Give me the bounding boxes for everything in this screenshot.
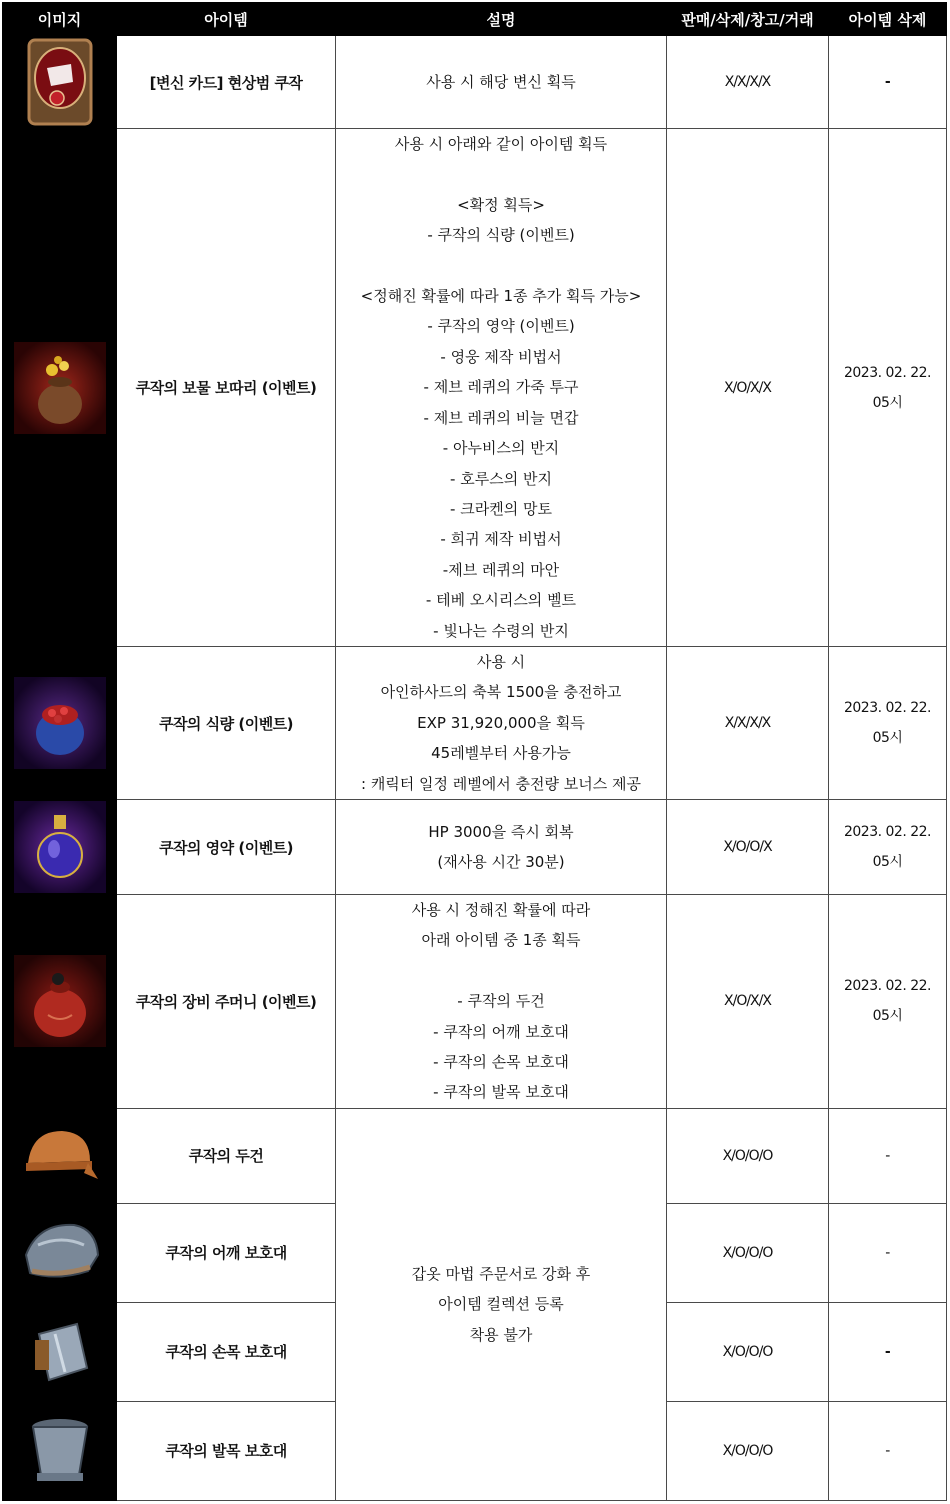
delete-date: -: [829, 1302, 947, 1401]
treasure-bundle-icon: [14, 342, 106, 434]
trade-status: X/O/O/O: [667, 1203, 829, 1302]
image-cell: [3, 895, 117, 1109]
delete-date: [829, 647, 947, 800]
delete-date: -: [829, 1401, 947, 1500]
item-name: 쿠작의 식량 (이벤트): [117, 647, 336, 800]
image-cell: [3, 1203, 117, 1302]
item-name: 쿠작의 영약 (이벤트): [117, 800, 336, 895]
description-line: 갑옷 마법 주문서로 강화 후: [411, 1264, 591, 1283]
description-line: - 아누비스의 반지: [442, 439, 560, 458]
description-line: - 쿠작의 발목 보호대: [433, 1083, 569, 1102]
trade-status: X/O/X/X: [667, 895, 829, 1109]
description-line: - 영웅 제작 비법서: [440, 347, 562, 366]
delete-date: [829, 800, 947, 895]
item-name: 쿠작의 어깨 보호대: [117, 1203, 336, 1302]
image-cell: [3, 1108, 117, 1203]
header-item: 아이템: [117, 3, 336, 36]
food-pouch-icon: [14, 677, 106, 769]
item-description: [336, 895, 667, 1109]
trade-status: X/O/O/O: [667, 1302, 829, 1401]
description-line: - 쿠작의 어깨 보호대: [433, 1022, 569, 1041]
trade-status: X/O/X/X: [667, 129, 829, 647]
header-trade: 판매/삭제/창고/거래: [667, 3, 829, 36]
ankle-guard-icon: [25, 1413, 95, 1489]
description-line-blank: [340, 159, 662, 189]
description-line: 아이템 컬렉션 등록: [438, 1295, 564, 1314]
table-row: [3, 36, 947, 129]
description-line: 사용 시 아래와 같이 아이템 획득: [394, 135, 608, 154]
description-line: -제브 레퀴의 마안: [442, 560, 560, 579]
description-line: (재사용 시간 30분): [437, 853, 565, 872]
trade-status: X/X/X/X: [667, 647, 829, 800]
delete-date: -: [829, 1108, 947, 1203]
delete-time-line: 05시: [872, 1008, 903, 1025]
description-line: 아래 아이템 중 1종 획득: [421, 931, 581, 950]
bandana-icon: [18, 1121, 102, 1191]
header-description: 설명: [336, 3, 667, 36]
description-line: <확정 획득>: [457, 195, 545, 214]
delete-date-line: 2023. 02. 22.: [843, 364, 931, 381]
image-cell: [3, 647, 117, 800]
image-cell: [3, 1401, 117, 1500]
equipment-pouch-icon: [14, 955, 106, 1047]
item-name: 쿠작의 발목 보호대: [117, 1401, 336, 1500]
description-line: HP 3000을 즉시 회복: [428, 822, 574, 841]
shoulder-guard-icon: [18, 1215, 102, 1291]
description-line: EXP 31,920,000을 획득: [417, 713, 585, 732]
description-line-blank: [340, 956, 662, 986]
image-cell: [3, 1302, 117, 1401]
description-line: - 크라켄의 망토: [450, 499, 552, 518]
delete-date: [829, 129, 947, 647]
item-description: [336, 800, 667, 895]
wrist-guard-icon: [25, 1314, 95, 1390]
item-name: 쿠작의 손목 보호대: [117, 1302, 336, 1401]
delete-date: -: [829, 1203, 947, 1302]
transformation-card-icon: [27, 38, 93, 126]
description-line: - 빛나는 수령의 반지: [433, 621, 569, 640]
delete-date: -: [829, 36, 947, 129]
description-line: - 쿠작의 두건: [457, 992, 545, 1011]
description-line: - 제브 레퀴의 비늘 면갑: [423, 408, 579, 427]
description-line: - 쿠작의 영약 (이벤트): [427, 317, 575, 336]
trade-status: X/O/O/O: [667, 1108, 829, 1203]
description-line: 사용 시 해당 변신 획득: [426, 72, 576, 91]
delete-date-line: 2023. 02. 22.: [843, 700, 931, 717]
item-name: [변신 카드] 현상범 쿠작: [117, 36, 336, 129]
description-line: <정해진 확률에 따라 1종 추가 획득 가능>: [360, 287, 642, 306]
description-line: - 제브 레퀴의 가죽 투구: [423, 378, 579, 397]
image-cell: [3, 129, 117, 647]
description-line: : 캐릭터 일정 레벨에서 충전량 보너스 제공: [361, 774, 641, 793]
description-line: 아인하사드의 축복 1500을 충전하고: [380, 683, 622, 702]
item-description: [336, 129, 667, 647]
delete-time-line: 05시: [872, 394, 903, 411]
elixir-bottle-icon: [14, 801, 106, 893]
item-table: [2, 2, 947, 1501]
description-line: - 쿠작의 식량 (이벤트): [427, 226, 575, 245]
delete-time-line: 05시: [872, 730, 903, 747]
delete-date-line: 2023. 02. 22.: [843, 978, 931, 995]
description-line-blank: [340, 251, 662, 281]
delete-date: [829, 895, 947, 1109]
description-line: - 테베 오시리스의 벨트: [425, 591, 577, 610]
table-row: [3, 1108, 947, 1203]
delete-date-line: 2023. 02. 22.: [843, 824, 931, 841]
trade-status: X/O/O/O: [667, 1401, 829, 1500]
table-row: [3, 895, 947, 1109]
header-image: 이미지: [3, 3, 117, 36]
description-line: - 희귀 제작 비법서: [440, 530, 562, 549]
trade-status: X/X/X/X: [667, 36, 829, 129]
item-name: 쿠작의 두건: [117, 1108, 336, 1203]
description-line: 사용 시 정해진 확률에 따라: [411, 901, 591, 920]
description-line: 사용 시: [476, 653, 526, 671]
table-header-row: [3, 3, 947, 36]
delete-time-line: 05시: [872, 854, 903, 871]
description-line: 착용 불가: [469, 1325, 533, 1344]
item-description: [336, 36, 667, 129]
description-line: - 쿠작의 손목 보호대: [433, 1053, 569, 1072]
item-name: 쿠작의 장비 주머니 (이벤트): [117, 895, 336, 1109]
item-description: [336, 647, 667, 800]
trade-status: X/O/O/X: [667, 800, 829, 895]
item-description: [336, 1108, 667, 1500]
description-line: 45레벨부터 사용가능: [431, 744, 571, 763]
table-row: [3, 647, 947, 800]
item-name: 쿠작의 보물 보따리 (이벤트): [117, 129, 336, 647]
image-cell: [3, 36, 117, 129]
description-line: - 호루스의 반지: [450, 469, 552, 488]
table-row: [3, 129, 947, 647]
table-row: [3, 800, 947, 895]
image-cell: [3, 800, 117, 895]
header-delete: 아이템 삭제: [829, 3, 947, 36]
